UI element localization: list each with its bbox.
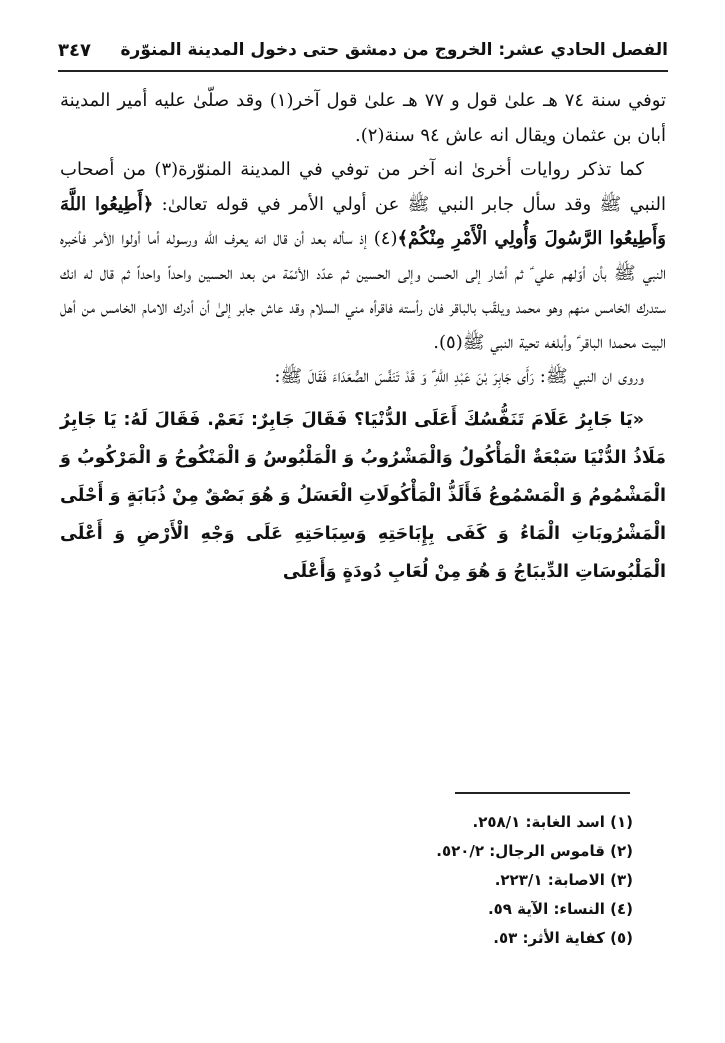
paragraph-1: توفي سنة ٧٤ هـ علىٰ قول و ٧٧ هـ علىٰ قول آخر(١) وقد صلّىٰ عليه أمير المدينة أبان بن عثمان ويقال انه عاش ٩٤ سنة(٢).	[60, 90, 667, 146]
paragraph-2-end: (٤) إذ سأله بعد أن قال انه يعرف الله ورسوله أما أولوا الأمر فأخبره النبي ﷺ بأن أوّلهم علي ؑ ثم أشار إلى الحسن وإلى الحسين ثم عدّد الأئمّة من بعد الحسين واحداً واحداً ثم قال له انك ستدرك الخامس منهم وهو محمد ويلقّب بالباقر فان رأسته فاقرأه مني السلام وقد عاش جابر إلىٰ أن أدرك الامام الخامس من أهل البيت محمدا الباقر ؑ وأبلغه تحية النبي ﷺ(٥).	[60, 228, 666, 353]
paragraph-2-start: كما تذكر روايات أخرىٰ انه آخر من توفي في المدينة المنوّرة(٣) من أصحاب النبي ﷺ وقد سأل جابر النبي ﷺ عن أولي الأمر في قوله تعالىٰ:	[60, 159, 666, 215]
page-number: ٣٤٧	[58, 39, 91, 61]
footnote-2: (٢) قاموس الرجال: ٥٢٠/٢.	[436, 842, 633, 860]
paragraph-3: وروى ان النبي ﷺ: رَأَى جَابِرَ بْنَ عَبْدِ اللهِ ؑ وَ قَدْ تَنَفَّسَ الصُّعَدَاءَ فَقَالَ ﷺ:	[274, 366, 644, 387]
footnote-3: (٣) الاصابة: ٢٢٣/١.	[494, 871, 633, 889]
hadith-text: «يَا جَابِرُ عَلَامَ تَنَفُّسُكَ أَعَلَى الدُّنْيَا؟ فَقَالَ جَابِرٌ: نَعَمْ. فَقَالَ لَهُ: يَا جَابِرُ مَلَاذُ الدُّنْيَا سَبْعَةٌ الْمَأْكُولُ وَالْمَشْرُوبُ وَ الْمَلْبُوسُ وَ الْمَنْكُوحُ وَ الْمَرْكُوبُ وَ الْمَشْمُومُ وَ الْمَسْمُوعُ فَأَلَذُّ الْمَأْكُولَاتِ الْعَسَلُ وَ هُوَ بَصْقٌ مِنْ ذُبَابَةٍ وَ أَحْلَى الْمَشْرُوبَاتِ الْمَاءُ وَ كَفَى بِإِبَاحَتِهِ وَسِبَاحَتِهِ عَلَى وَجْهِ الْأَرْضِ وَ أَعْلَى الْمَلْبُوسَاتِ الدِّيبَاجُ وَ هُوَ مِنْ لُعَابِ دُودَةٍ وَأَعْلَى	[60, 409, 666, 582]
main-text	[60, 84, 666, 591]
footnote-separator	[455, 792, 630, 794]
running-title: الفصل الحادي عشر: الخروج من دمشق حتى دخول المدينة المنوّرة	[120, 40, 668, 60]
page-header	[58, 30, 668, 72]
paragraph-2	[60, 153, 666, 360]
footnote-5: (٥) كفاية الأثر: ٥٣.	[493, 929, 633, 947]
footnotes	[333, 808, 633, 953]
footnote-4: (٤) النساء: الآية ٥٩.	[487, 900, 633, 918]
quran-verse: ﴿أَطِيعُوا اللَّهَ وَأَطِيعُوا الرَّسُولَ وَأُولِي الْأَمْرِ مِنْكُمْ﴾	[60, 193, 666, 249]
footnote-1: (١) اسد الغابة: ٢٥٨/١.	[472, 813, 633, 831]
